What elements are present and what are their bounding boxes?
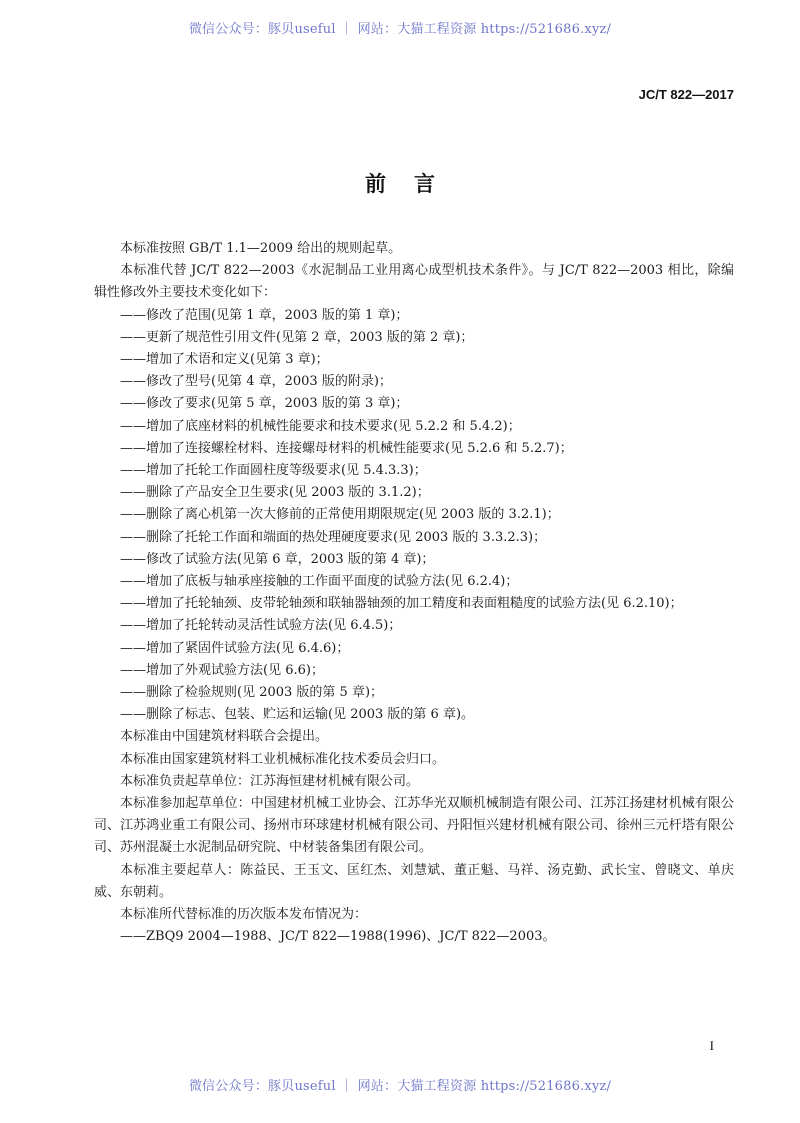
watermark-banner-bottom: 微信公众号：豚贝useful ｜ 网站：大猫工程资源 https://521686.xyz/ <box>188 1079 612 1094</box>
list-item: ——删除了离心机第一次大修前的正常使用期限规定(见 2003 版的 3.2.1)； <box>120 507 560 523</box>
list-item: ——修改了要求(见第 5 章，2003 版的第 3 章)； <box>120 396 409 412</box>
paragraph-proposer: 本标准由中国建筑材料联合会提出。 <box>120 729 329 745</box>
paragraph-lead-drafter: 本标准负责起草单位：江苏海恒建材机械有限公司。 <box>120 773 420 789</box>
page-number: I <box>709 1038 714 1053</box>
list-item: ——删除了标志、包装、贮运和运输(见 2003 版的第 6 章)。 <box>120 707 475 723</box>
list-item: ——删除了产品安全卫生要求(见 2003 版的 3.1.2)； <box>120 485 430 501</box>
list-item: ——增加了连接螺栓材料、连接螺母材料的机械性能要求(见 5.2.6 和 5.2.7)； <box>120 440 573 456</box>
watermark-banner-top: 微信公众号：豚贝useful ｜ 网站：大猫工程资源 https://521686.xyz/ <box>188 22 612 37</box>
paragraph-history-list: ——ZBQ9 2004—1988、JC/T 822—1988(1996)、JC/T 822—2003。 <box>120 929 556 945</box>
list-item: ——增加了术语和定义(见第 3 章)； <box>120 352 329 368</box>
list-item: ——修改了范围(见第 1 章，2003 版的第 1 章)； <box>120 307 409 323</box>
list-item: ——增加了外观试验方法(见 6.6)； <box>120 662 324 678</box>
foreword-body <box>94 238 734 949</box>
paragraph-drafting-rules: 本标准按照 GB/T 1.1—2009 给出的规则起草。 <box>120 241 402 256</box>
standard-code: JC/T 822—2017 <box>638 87 734 102</box>
paragraph-committee: 本标准由国家建筑材料工业机械标准化技术委员会归口。 <box>120 751 446 767</box>
paragraph-main-drafters: 本标准主要起草人：陈益民、王玉文、匡红杰、刘慧斌、董正魁、马祥、汤克勤、武长宝、曾晓文、单庆威、东朝莉。 <box>94 862 734 900</box>
list-item: ——删除了检验规则(见 2003 版的第 5 章)； <box>120 685 384 701</box>
page-title: 前言 <box>365 172 463 196</box>
list-item: ——增加了紧固件试验方法(见 6.4.6)； <box>120 640 350 656</box>
list-item: ——删除了托轮工作面和端面的热处理硬度要求(见 2003 版的 3.3.2.3)； <box>120 529 547 545</box>
changes-list <box>94 305 734 727</box>
paragraph-participating-drafters: 本标准参加起草单位：中国建材机械工业协会、江苏华光双顺机械制造有限公司、江苏江扬建材机械有限公司、江苏鸿业重工有限公司、扬州市环球建材机械有限公司、丹阳恒兴建材机械有限公司、徐州三元杆塔有限公司、苏州混凝土水泥制品研究院、中材装备集团有限公司。 <box>94 796 734 856</box>
list-item: ——增加了托轮轴颈、皮带轮轴颈和联轴器轴颈的加工精度和表面粗糙度的试验方法(见 6.2.10)； <box>120 596 683 612</box>
list-item: ——增加了托轮工作面圆柱度等级要求(见 5.4.3.3)； <box>120 463 427 479</box>
list-item: ——修改了试验方法(见第 6 章，2003 版的第 4 章)； <box>120 551 435 567</box>
list-item: ——修改了型号(见第 4 章，2003 版的附录)； <box>120 374 392 390</box>
paragraph-replacement: 本标准代替 JC/T 822—2003《水泥制品工业用离心成型机技术条件》。与 JC/T 822—2003 相比，除编辑性修改外主要技术变化如下： <box>94 263 734 301</box>
paragraph-history-intro: 本标准所代替标准的历次版本发布情况为： <box>120 907 368 923</box>
list-item: ——增加了底板与轴承座接触的工作面平面度的试验方法(见 6.2.4)； <box>120 574 519 590</box>
list-item: ——增加了底座材料的机械性能要求和技术要求(见 5.2.2 和 5.4.2)； <box>120 418 521 434</box>
list-item: ——更新了规范性引用文件(见第 2 章，2003 版的第 2 章)； <box>120 329 474 345</box>
list-item: ——增加了托轮转动灵活性试验方法(见 6.4.5)； <box>120 618 402 634</box>
